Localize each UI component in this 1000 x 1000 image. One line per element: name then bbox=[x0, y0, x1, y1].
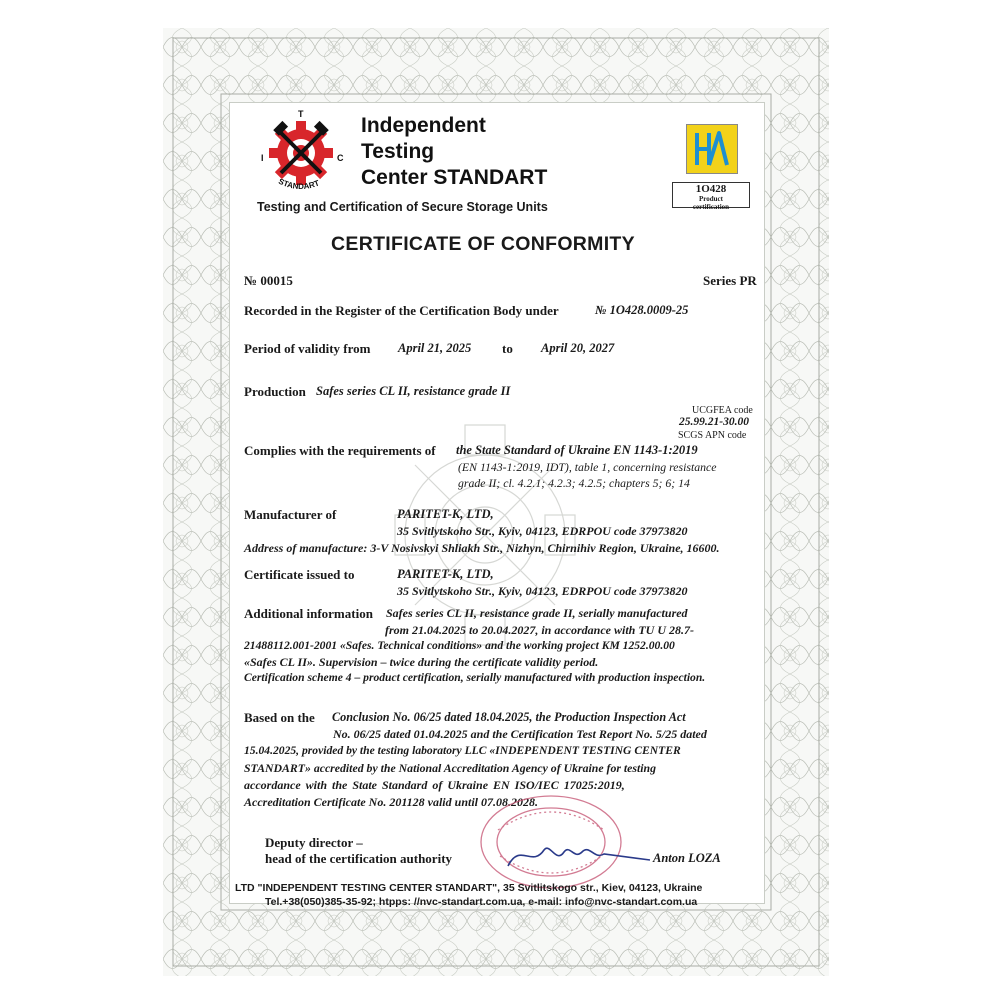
based-on-label: Based on the bbox=[244, 710, 315, 725]
complies-line2: (EN 1143-1:2019, IDT), table 1, concerning resistance bbox=[458, 460, 717, 474]
header-subtitle: Testing and Certification of Secure Storage Units bbox=[257, 200, 548, 214]
ucgfea-value: 25.99.21-30.00 bbox=[679, 416, 749, 428]
issued-to-address: 35 Svitlytskoho Str., Kyiv, 04123, EDRPOU code 37973820 bbox=[397, 584, 688, 598]
accreditation-badge bbox=[686, 124, 738, 174]
manufacturer-address: 35 Svitlytskoho Str., Kyiv, 04123, EDRPOU code 37973820 bbox=[397, 524, 688, 538]
production-label: Production bbox=[244, 384, 306, 399]
scgs-label: SCGS APN code bbox=[678, 430, 747, 441]
based-on-line2: No. 06/25 dated 01.04.2025 and the Certification Test Report No. 5/25 dated bbox=[333, 727, 707, 741]
complies-line3: grade II; cl. 4.2.1; 4.2.3; 4.2.5; chapters 5; 6; 14 bbox=[458, 476, 690, 490]
complies-line1: the State Standard of Ukraine EN 1143-1:2019 bbox=[456, 443, 698, 457]
production-value: Safes series CL II, resistance grade II bbox=[316, 384, 511, 398]
accreditation-badge-icon bbox=[687, 125, 737, 173]
issued-to-label: Certificate issued to bbox=[244, 567, 355, 582]
badge-code-box bbox=[672, 182, 750, 211]
additional-line3: 21488112.001-2001 «Safes. Technical conditions» and the working project KM 1252.00.00 bbox=[244, 639, 675, 652]
validity-label: Period of validity from bbox=[244, 341, 371, 356]
certificate-title: CERTIFICATE OF CONFORMITY bbox=[331, 233, 635, 255]
logo-letter-i: I bbox=[261, 153, 264, 163]
footer-contacts: Tel.+38(050)385-35-92; htpps: //nvc-standart.com.ua, e-mail: info@nvc-standart.com.ua bbox=[265, 896, 698, 908]
signatory-name: Anton LOZA bbox=[653, 851, 721, 865]
register-value: № 1O428.0009-25 bbox=[595, 303, 689, 317]
manufacturer-name: PARITET-K, LTD, bbox=[397, 507, 494, 521]
footer-address: LTD "INDEPENDENT TESTING CENTER STANDART", 35 Svitlitskogo str., Kiev, 04123, Ukraine bbox=[235, 882, 703, 894]
based-on-line1: Conclusion No. 06/25 dated 18.04.2025, the Production Inspection Act bbox=[332, 710, 686, 724]
additional-line2: from 21.04.2025 to 20.04.2027, in accordance with TU U 28.7- bbox=[385, 623, 694, 637]
logo-letter-c: C bbox=[337, 153, 344, 163]
certificate-number: № 00015 bbox=[244, 273, 293, 288]
additional-line1: Safes series CL II, resistance grade II, serially manufactured bbox=[386, 606, 688, 620]
additional-line5: Certification scheme 4 – product certification, serially manufactured with production inspection. bbox=[244, 671, 706, 684]
validity-from: April 21, 2025 bbox=[398, 341, 472, 355]
org-name-line2: Testing bbox=[361, 140, 435, 163]
validity-to-label: to bbox=[502, 341, 513, 356]
badge-line1: Product bbox=[699, 195, 723, 203]
logo-letter-t: T bbox=[298, 109, 304, 119]
org-name-line1: Independent bbox=[361, 114, 486, 137]
based-on-line5: accordance with the State Standard of Ukraine EN ISO/IEC 17025:2019, bbox=[244, 778, 625, 792]
ucgfea-label: UCGFEA code bbox=[692, 405, 753, 416]
issued-to-name: PARITET-K, LTD, bbox=[397, 567, 494, 581]
badge-code: 1O428 bbox=[695, 183, 727, 195]
based-on-line4: STANDART» accredited by the National Accreditation Agency of Ukraine for testing bbox=[244, 761, 656, 775]
based-on-line3: 15.04.2025, provided by the testing laboratory LLC «INDEPENDENT TESTING CENTER bbox=[244, 744, 681, 757]
signature bbox=[500, 838, 660, 872]
validity-to: April 20, 2027 bbox=[541, 341, 615, 355]
logo-ring-text: STANDART bbox=[277, 176, 321, 192]
additional-line4: «Safes CL II». Supervision – twice during the certificate validity period. bbox=[244, 655, 599, 669]
manufacturer-label: Manufacturer of bbox=[244, 507, 337, 522]
org-name-line3: Center STANDART bbox=[361, 166, 548, 189]
register-label: Recorded in the Register of the Certification Body under bbox=[244, 303, 559, 318]
manufacture-address: Address of manufacture: 3-V Nosivskyi Shliakh Str., Nizhyn, Chirnihiv Region, Ukraine, 16600. bbox=[244, 541, 720, 555]
signatory-role-line1: Deputy director – bbox=[265, 835, 363, 850]
itc-logo bbox=[257, 107, 347, 197]
badge-line2: certification bbox=[692, 203, 730, 211]
based-on-line6: Accreditation Certificate No. 201128 valid until 07.08.2028. bbox=[244, 795, 538, 809]
certificate-series: Series PR bbox=[703, 273, 757, 288]
signatory-role-line2: head of the certification authority bbox=[265, 851, 453, 866]
additional-label: Additional information bbox=[244, 606, 373, 621]
complies-label: Complies with the requirements of bbox=[244, 443, 436, 458]
